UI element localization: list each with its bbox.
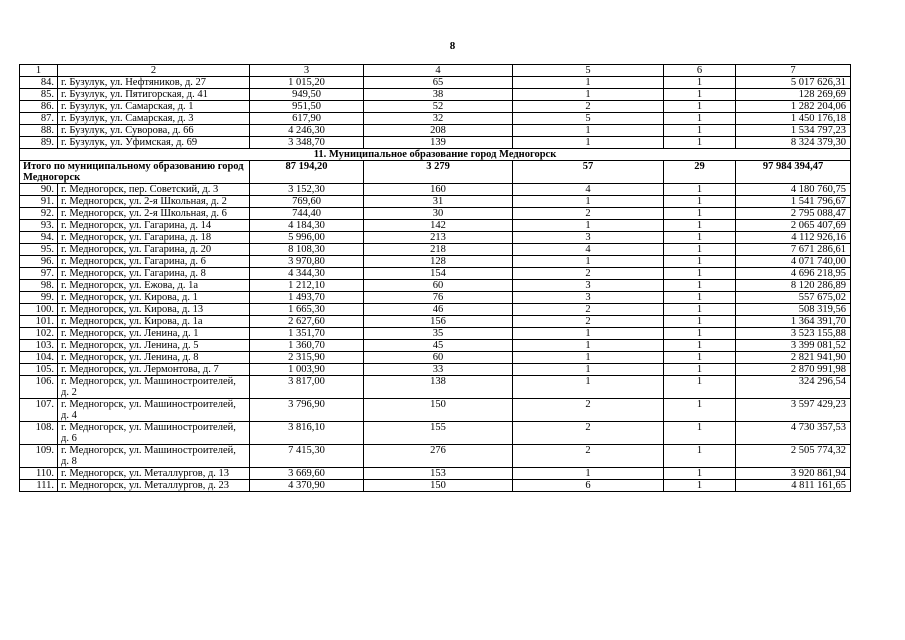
repair-cost: 324 296,54: [736, 376, 851, 399]
col5-value: 1: [513, 125, 664, 137]
col6-value: 1: [664, 422, 736, 445]
col6-value: 1: [664, 232, 736, 244]
address: г. Медногорск, ул. Ленина, д. 1: [58, 328, 250, 340]
total-area: 3 348,70: [250, 137, 364, 149]
col6-value: 1: [664, 364, 736, 376]
total-area: 3 817,00: [250, 376, 364, 399]
total-area: 1 360,70: [250, 340, 364, 352]
total-area: 3 970,80: [250, 256, 364, 268]
repair-cost: 4 071 740,00: [736, 256, 851, 268]
col5-value: 1: [513, 328, 664, 340]
row-number: 107.: [20, 399, 58, 422]
section-title: 11. Муниципальное образование город Медногорск: [20, 149, 851, 161]
total-area: 3 669,60: [250, 468, 364, 480]
residents-count: 155: [364, 422, 513, 445]
address: г. Бузулук, ул. Самарская, д. 1: [58, 101, 250, 113]
table-row: [20, 376, 851, 399]
row-number: 111.: [20, 480, 58, 492]
total-area: 1 015,20: [250, 77, 364, 89]
table-row: [20, 232, 851, 244]
section-header-row: [20, 149, 851, 161]
address: г. Медногорск, ул. 2-я Школьная, д. 6: [58, 208, 250, 220]
total-area: 3 152,30: [250, 184, 364, 196]
repair-cost: 8 120 286,89: [736, 280, 851, 292]
col6-value: 1: [664, 399, 736, 422]
row-number: 92.: [20, 208, 58, 220]
row-number: 98.: [20, 280, 58, 292]
total-area: 2 627,60: [250, 316, 364, 328]
col6-value: 1: [664, 304, 736, 316]
table-row: [20, 340, 851, 352]
address: г. Бузулук, ул. Пятигорская, д. 41: [58, 89, 250, 101]
row-number: 106.: [20, 376, 58, 399]
row-number: 109.: [20, 445, 58, 468]
total-area: 1 493,70: [250, 292, 364, 304]
table-row: [20, 316, 851, 328]
total-label: Итого по муниципальному образованию город Медногорск: [20, 161, 250, 184]
col5-value: 1: [513, 196, 664, 208]
col5-value: 1: [513, 376, 664, 399]
repair-cost: 2 870 991,98: [736, 364, 851, 376]
repair-cost: 2 065 407,69: [736, 220, 851, 232]
col6-value: 1: [664, 101, 736, 113]
col5-value: 1: [513, 352, 664, 364]
residents-count: 150: [364, 480, 513, 492]
residents-count: 35: [364, 328, 513, 340]
row-number: 93.: [20, 220, 58, 232]
total-area: 1 212,10: [250, 280, 364, 292]
table-row: [20, 480, 851, 492]
row-number: 101.: [20, 316, 58, 328]
total-area: 8 108,30: [250, 244, 364, 256]
col6-value: 1: [664, 268, 736, 280]
col6-value: 1: [664, 328, 736, 340]
table-row: [20, 422, 851, 445]
column-number: 6: [664, 65, 736, 77]
total-area: 1 003,90: [250, 364, 364, 376]
repair-cost: 7 671 286,61: [736, 244, 851, 256]
residents-count: 46: [364, 304, 513, 316]
table-row: [20, 352, 851, 364]
residents-count: 139: [364, 137, 513, 149]
residents-count: 160: [364, 184, 513, 196]
table-row: [20, 256, 851, 268]
row-number: 91.: [20, 196, 58, 208]
address: г. Медногорск, ул. Кирова, д. 1а: [58, 316, 250, 328]
column-number: 4: [364, 65, 513, 77]
address: г. Медногорск, ул. Машиностроителей, д. 2: [58, 376, 250, 399]
total-area: 2 315,90: [250, 352, 364, 364]
col5-value: 2: [513, 316, 664, 328]
address: г. Бузулук, ул. Уфимская, д. 69: [58, 137, 250, 149]
repair-cost: 2 821 941,90: [736, 352, 851, 364]
repair-cost: 557 675,02: [736, 292, 851, 304]
column-number: 5: [513, 65, 664, 77]
row-number: 96.: [20, 256, 58, 268]
table-row: [20, 89, 851, 101]
repair-cost: 1 450 176,18: [736, 113, 851, 125]
total-area: 3 796,90: [250, 399, 364, 422]
address: г. Медногорск, ул. Машиностроителей, д. 6: [58, 422, 250, 445]
row-number: 86.: [20, 101, 58, 113]
residents-count: 65: [364, 77, 513, 89]
row-number: 84.: [20, 77, 58, 89]
row-number: 110.: [20, 468, 58, 480]
repair-cost: 3 920 861,94: [736, 468, 851, 480]
col5-value: 6: [513, 480, 664, 492]
table-row: [20, 101, 851, 113]
residents-count: 33: [364, 364, 513, 376]
col5-value: 1: [513, 340, 664, 352]
row-number: 94.: [20, 232, 58, 244]
residents-count: 218: [364, 244, 513, 256]
residents-count: 31: [364, 196, 513, 208]
col5-value: 2: [513, 422, 664, 445]
row-number: 85.: [20, 89, 58, 101]
col5-value: 4: [513, 244, 664, 256]
address: г. Медногорск, ул. Гагарина, д. 20: [58, 244, 250, 256]
table-row: [20, 125, 851, 137]
col5-value: 2: [513, 208, 664, 220]
table-row: [20, 184, 851, 196]
col6-value: 1: [664, 208, 736, 220]
residents-count: 154: [364, 268, 513, 280]
col6-value: 1: [664, 244, 736, 256]
table-row: [20, 445, 851, 468]
housing-table: [19, 64, 851, 492]
residents-count: 60: [364, 280, 513, 292]
residents-count: 45: [364, 340, 513, 352]
residents-count: 30: [364, 208, 513, 220]
col6-value: 1: [664, 468, 736, 480]
residents-count: 52: [364, 101, 513, 113]
address: г. Медногорск, ул. Гагарина, д. 6: [58, 256, 250, 268]
column-number-row: [20, 65, 851, 77]
total-area: 7 415,30: [250, 445, 364, 468]
col6-value: 1: [664, 77, 736, 89]
residents-count: 208: [364, 125, 513, 137]
address: г. Медногорск, ул. Гагарина, д. 14: [58, 220, 250, 232]
total-area: 769,60: [250, 196, 364, 208]
total-col5: 57: [513, 161, 664, 184]
row-number: 88.: [20, 125, 58, 137]
col6-value: 1: [664, 340, 736, 352]
row-number: 95.: [20, 244, 58, 256]
col6-value: 1: [664, 184, 736, 196]
col6-value: 1: [664, 125, 736, 137]
total-area: 87 194,20: [250, 161, 364, 184]
col5-value: 3: [513, 280, 664, 292]
residents-count: 38: [364, 89, 513, 101]
repair-cost: 1 282 204,06: [736, 101, 851, 113]
table-row: [20, 280, 851, 292]
col6-value: 1: [664, 376, 736, 399]
total-area: 5 996,00: [250, 232, 364, 244]
row-number: 102.: [20, 328, 58, 340]
address: г. Медногорск, пер. Советский, д. 3: [58, 184, 250, 196]
total-cost: 97 984 394,47: [736, 161, 851, 184]
total-row: [20, 161, 851, 184]
col6-value: 1: [664, 220, 736, 232]
col5-value: 2: [513, 399, 664, 422]
col5-value: 2: [513, 268, 664, 280]
residents-count: 32: [364, 113, 513, 125]
col6-value: 1: [664, 280, 736, 292]
row-number: 97.: [20, 268, 58, 280]
col6-value: 1: [664, 256, 736, 268]
total-residents: 3 279: [364, 161, 513, 184]
row-number: 105.: [20, 364, 58, 376]
address: г. Медногорск, ул. Ежова, д. 1а: [58, 280, 250, 292]
repair-cost: 128 269,69: [736, 89, 851, 101]
col5-value: 1: [513, 77, 664, 89]
col5-value: 4: [513, 184, 664, 196]
column-number: 2: [58, 65, 250, 77]
repair-cost: 2 505 774,32: [736, 445, 851, 468]
col6-value: 1: [664, 196, 736, 208]
table-row: [20, 196, 851, 208]
repair-cost: 3 597 429,23: [736, 399, 851, 422]
row-number: 90.: [20, 184, 58, 196]
residents-count: 76: [364, 292, 513, 304]
col6-value: 1: [664, 316, 736, 328]
repair-cost: 4 730 357,53: [736, 422, 851, 445]
table-row: [20, 292, 851, 304]
residents-count: 142: [364, 220, 513, 232]
address: г. Медногорск, ул. Машиностроителей, д. 4: [58, 399, 250, 422]
col5-value: 1: [513, 364, 664, 376]
repair-cost: 3 523 155,88: [736, 328, 851, 340]
table-row: [20, 328, 851, 340]
row-number: 89.: [20, 137, 58, 149]
address: г. Бузулук, ул. Самарская, д. 3: [58, 113, 250, 125]
col6-value: 1: [664, 480, 736, 492]
table-row: [20, 399, 851, 422]
col6-value: 1: [664, 352, 736, 364]
address: г. Медногорск, ул. 2-я Школьная, д. 2: [58, 196, 250, 208]
col5-value: 1: [513, 137, 664, 149]
col5-value: 3: [513, 232, 664, 244]
total-area: 1 351,70: [250, 328, 364, 340]
total-area: 951,50: [250, 101, 364, 113]
col6-value: 1: [664, 292, 736, 304]
address: г. Медногорск, ул. Кирова, д. 13: [58, 304, 250, 316]
residents-count: 150: [364, 399, 513, 422]
repair-cost: 1 534 797,23: [736, 125, 851, 137]
table-row: [20, 468, 851, 480]
address: г. Медногорск, ул. Ленина, д. 5: [58, 340, 250, 352]
address: г. Медногорск, ул. Металлургов, д. 23: [58, 480, 250, 492]
table-row: [20, 220, 851, 232]
residents-count: 128: [364, 256, 513, 268]
repair-cost: 2 795 088,47: [736, 208, 851, 220]
repair-cost: 4 811 161,65: [736, 480, 851, 492]
col6-value: 1: [664, 137, 736, 149]
table-row: [20, 364, 851, 376]
total-area: 617,90: [250, 113, 364, 125]
total-area: 3 816,10: [250, 422, 364, 445]
page-number: 8: [449, 40, 456, 52]
col5-value: 1: [513, 256, 664, 268]
address: г. Бузулук, ул. Нефтяников, д. 27: [58, 77, 250, 89]
col5-value: 5: [513, 113, 664, 125]
col5-value: 2: [513, 304, 664, 316]
table-row: [20, 268, 851, 280]
repair-cost: 1 541 796,67: [736, 196, 851, 208]
address: г. Медногорск, ул. Машиностроителей, д. 8: [58, 445, 250, 468]
repair-cost: 4 180 760,75: [736, 184, 851, 196]
col5-value: 3: [513, 292, 664, 304]
address: г. Медногорск, ул. Кирова, д. 1: [58, 292, 250, 304]
row-number: 100.: [20, 304, 58, 316]
repair-cost: 508 319,56: [736, 304, 851, 316]
address: г. Бузулук, ул. Суворова, д. 66: [58, 125, 250, 137]
column-number: 1: [20, 65, 58, 77]
repair-cost: 4 696 218,95: [736, 268, 851, 280]
table-row: [20, 208, 851, 220]
residents-count: 60: [364, 352, 513, 364]
row-number: 103.: [20, 340, 58, 352]
column-number: 3: [250, 65, 364, 77]
address: г. Медногорск, ул. Лермонтова, д. 7: [58, 364, 250, 376]
row-number: 108.: [20, 422, 58, 445]
repair-cost: 8 324 379,30: [736, 137, 851, 149]
col5-value: 1: [513, 468, 664, 480]
table-row: [20, 113, 851, 125]
total-area: 4 184,30: [250, 220, 364, 232]
total-area: 4 344,30: [250, 268, 364, 280]
residents-count: 153: [364, 468, 513, 480]
residents-count: 138: [364, 376, 513, 399]
total-area: 949,50: [250, 89, 364, 101]
column-number: 7: [736, 65, 851, 77]
col5-value: 1: [513, 220, 664, 232]
address: г. Медногорск, ул. Гагарина, д. 18: [58, 232, 250, 244]
col5-value: 2: [513, 445, 664, 468]
col6-value: 1: [664, 445, 736, 468]
total-area: 4 246,30: [250, 125, 364, 137]
col6-value: 1: [664, 89, 736, 101]
col6-value: 1: [664, 113, 736, 125]
repair-cost: 1 364 391,70: [736, 316, 851, 328]
row-number: 99.: [20, 292, 58, 304]
row-number: 104.: [20, 352, 58, 364]
repair-cost: 5 017 626,31: [736, 77, 851, 89]
residents-count: 213: [364, 232, 513, 244]
total-area: 744,40: [250, 208, 364, 220]
total-col6: 29: [664, 161, 736, 184]
table-row: [20, 304, 851, 316]
col5-value: 2: [513, 101, 664, 113]
address: г. Медногорск, ул. Гагарина, д. 8: [58, 268, 250, 280]
residents-count: 276: [364, 445, 513, 468]
address: г. Медногорск, ул. Ленина, д. 8: [58, 352, 250, 364]
table-row: [20, 77, 851, 89]
repair-cost: 4 112 926,16: [736, 232, 851, 244]
residents-count: 156: [364, 316, 513, 328]
repair-cost: 3 399 081,52: [736, 340, 851, 352]
address: г. Медногорск, ул. Металлургов, д. 13: [58, 468, 250, 480]
table-row: [20, 137, 851, 149]
total-area: 1 665,30: [250, 304, 364, 316]
total-area: 4 370,90: [250, 480, 364, 492]
row-number: 87.: [20, 113, 58, 125]
col5-value: 1: [513, 89, 664, 101]
table-row: [20, 244, 851, 256]
